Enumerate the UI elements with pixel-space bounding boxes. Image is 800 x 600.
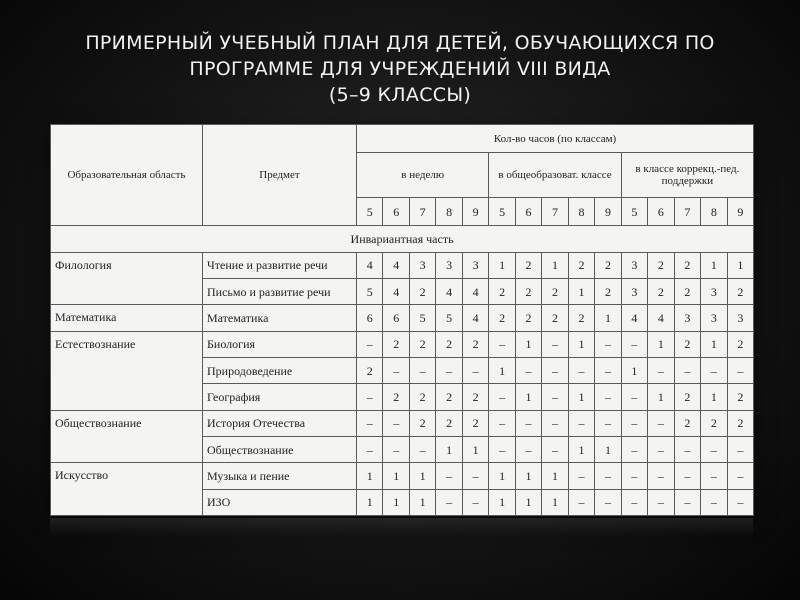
hours-cell: 1: [568, 331, 594, 357]
hours-cell: 2: [515, 278, 541, 304]
hours-cell: 4: [462, 305, 488, 331]
hours-cell: 1: [648, 331, 674, 357]
header-correction-class: в классе коррекц.-пед. поддержки: [621, 153, 753, 198]
hours-cell: –: [595, 331, 621, 357]
hours-cell: –: [409, 357, 435, 383]
hours-cell: 3: [701, 278, 727, 304]
hours-cell: –: [648, 357, 674, 383]
hours-cell: 2: [542, 305, 568, 331]
hours-cell: 2: [462, 331, 488, 357]
hours-cell: –: [542, 436, 568, 462]
hours-cell: –: [595, 463, 621, 489]
hours-cell: 2: [727, 384, 754, 410]
hours-cell: 1: [409, 489, 435, 515]
hours-cell: –: [595, 357, 621, 383]
grade-header-cell: 8: [568, 197, 594, 225]
hours-cell: 2: [409, 278, 435, 304]
hours-cell: –: [674, 436, 700, 462]
hours-cell: 2: [595, 278, 621, 304]
hours-cell: –: [542, 331, 568, 357]
hours-cell: 3: [727, 305, 754, 331]
hours-cell: 3: [462, 252, 488, 278]
hours-cell: 2: [383, 331, 409, 357]
hours-cell: –: [542, 357, 568, 383]
hours-cell: –: [436, 357, 462, 383]
hours-cell: 3: [621, 252, 647, 278]
hours-cell: 5: [357, 278, 383, 304]
hours-cell: 2: [383, 384, 409, 410]
hours-cell: –: [357, 410, 383, 436]
hours-cell: –: [727, 463, 754, 489]
hours-cell: 1: [701, 331, 727, 357]
header-hours: Кол-во часов (по классам): [357, 125, 754, 153]
sheet-reflection: [50, 518, 753, 536]
hours-cell: –: [568, 463, 594, 489]
hours-cell: –: [727, 357, 754, 383]
hours-cell: –: [383, 436, 409, 462]
hours-cell: –: [489, 410, 515, 436]
grade-header-cell: 5: [621, 197, 647, 225]
hours-cell: –: [648, 436, 674, 462]
title-line-1: ПРИМЕРНЫЙ УЧЕБНЫЙ ПЛАН ДЛЯ ДЕТЕЙ, ОБУЧАЮЩИХСЯ ПО: [85, 32, 715, 54]
hours-cell: 2: [648, 252, 674, 278]
hours-cell: 1: [515, 489, 541, 515]
hours-cell: 3: [621, 278, 647, 304]
grade-header-cell: 6: [515, 197, 541, 225]
table-row: [51, 463, 754, 489]
curriculum-sheet: [50, 124, 753, 516]
hours-cell: 3: [701, 305, 727, 331]
table-row: [51, 252, 754, 278]
hours-cell: 2: [436, 331, 462, 357]
hours-cell: 3: [409, 252, 435, 278]
grade-header-cell: 7: [542, 197, 568, 225]
hours-cell: –: [701, 357, 727, 383]
hours-cell: 1: [595, 305, 621, 331]
header-per-week: в неделю: [357, 153, 489, 198]
hours-cell: 1: [383, 463, 409, 489]
hours-cell: 1: [568, 384, 594, 410]
subject-cell: Природоведение: [203, 357, 357, 383]
hours-cell: 1: [542, 489, 568, 515]
hours-cell: 2: [409, 410, 435, 436]
hours-cell: –: [621, 463, 647, 489]
hours-cell: 1: [489, 357, 515, 383]
hours-cell: 1: [515, 331, 541, 357]
curriculum-table: [50, 124, 754, 516]
grade-header-cell: 6: [383, 197, 409, 225]
hours-cell: 2: [595, 252, 621, 278]
hours-cell: –: [436, 489, 462, 515]
section-invariant: Инвариантная часть: [51, 226, 754, 252]
hours-cell: 5: [409, 305, 435, 331]
hours-cell: 2: [674, 384, 700, 410]
hours-cell: 3: [436, 252, 462, 278]
hours-cell: –: [515, 436, 541, 462]
hours-cell: –: [648, 463, 674, 489]
grade-header-cell: 5: [357, 197, 383, 225]
hours-cell: –: [701, 489, 727, 515]
hours-cell: –: [489, 384, 515, 410]
hours-cell: 1: [701, 384, 727, 410]
hours-cell: 2: [462, 410, 488, 436]
hours-cell: –: [701, 463, 727, 489]
grade-header-cell: 8: [701, 197, 727, 225]
hours-cell: 2: [568, 305, 594, 331]
subject-cell: История Отечества: [203, 410, 357, 436]
hours-cell: –: [462, 463, 488, 489]
hours-cell: 1: [515, 463, 541, 489]
hours-cell: –: [436, 463, 462, 489]
hours-cell: –: [568, 489, 594, 515]
hours-cell: –: [462, 357, 488, 383]
hours-cell: –: [489, 331, 515, 357]
hours-cell: 1: [621, 357, 647, 383]
hours-cell: –: [542, 384, 568, 410]
hours-cell: 4: [462, 278, 488, 304]
hours-cell: –: [621, 331, 647, 357]
hours-cell: 1: [436, 436, 462, 462]
hours-cell: 2: [727, 410, 754, 436]
hours-cell: –: [674, 357, 700, 383]
hours-cell: 2: [489, 305, 515, 331]
hours-cell: 3: [674, 305, 700, 331]
hours-cell: –: [383, 357, 409, 383]
hours-cell: –: [568, 357, 594, 383]
hours-cell: 2: [648, 278, 674, 304]
hours-cell: 2: [542, 278, 568, 304]
hours-cell: –: [674, 463, 700, 489]
hours-cell: –: [701, 436, 727, 462]
hours-cell: 4: [436, 278, 462, 304]
hours-cell: 2: [674, 252, 700, 278]
title-line-2: ПРОГРАММЕ ДЛЯ УЧРЕЖДЕНИЙ VIII ВИДА: [189, 58, 611, 80]
subject-cell: Математика: [203, 305, 357, 331]
hours-cell: 4: [648, 305, 674, 331]
hours-cell: 2: [515, 252, 541, 278]
hours-cell: 2: [727, 331, 754, 357]
hours-cell: –: [357, 331, 383, 357]
area-cell: Естествознание: [51, 331, 203, 410]
hours-cell: 2: [727, 278, 754, 304]
slide-title: [0, 30, 800, 108]
subject-cell: География: [203, 384, 357, 410]
hours-cell: –: [621, 410, 647, 436]
hours-cell: 1: [568, 436, 594, 462]
hours-cell: 2: [436, 384, 462, 410]
hours-cell: –: [462, 489, 488, 515]
hours-cell: –: [515, 410, 541, 436]
hours-cell: –: [595, 410, 621, 436]
hours-cell: 1: [357, 489, 383, 515]
table-row: [51, 331, 754, 357]
hours-cell: 2: [357, 357, 383, 383]
hours-cell: 1: [489, 252, 515, 278]
subject-cell: ИЗО: [203, 489, 357, 515]
subject-cell: Чтение и развитие речи: [203, 252, 357, 278]
hours-cell: 2: [436, 410, 462, 436]
hours-cell: 2: [489, 278, 515, 304]
grade-header-cell: 9: [595, 197, 621, 225]
hours-cell: –: [648, 489, 674, 515]
hours-cell: 1: [462, 436, 488, 462]
hours-cell: 1: [648, 384, 674, 410]
hours-cell: –: [674, 489, 700, 515]
subject-cell: Биология: [203, 331, 357, 357]
hours-cell: 1: [489, 463, 515, 489]
area-cell: Математика: [51, 305, 203, 331]
hours-cell: –: [621, 384, 647, 410]
hours-cell: –: [515, 357, 541, 383]
hours-cell: 1: [542, 463, 568, 489]
hours-cell: 4: [383, 252, 409, 278]
hours-cell: –: [568, 410, 594, 436]
hours-cell: –: [383, 410, 409, 436]
hours-cell: –: [621, 489, 647, 515]
hours-cell: 2: [568, 252, 594, 278]
grade-header-cell: 9: [727, 197, 754, 225]
hours-cell: –: [357, 384, 383, 410]
area-cell: Филология: [51, 252, 203, 305]
header-area: Образовательная область: [51, 125, 203, 226]
hours-cell: –: [727, 489, 754, 515]
hours-cell: 1: [409, 463, 435, 489]
hours-cell: 6: [383, 305, 409, 331]
hours-cell: 1: [595, 436, 621, 462]
hours-cell: –: [727, 436, 754, 462]
table-row: [51, 410, 754, 436]
hours-cell: 4: [621, 305, 647, 331]
hours-cell: 4: [357, 252, 383, 278]
grade-header-cell: 7: [674, 197, 700, 225]
hours-cell: 2: [409, 384, 435, 410]
hours-cell: –: [595, 489, 621, 515]
hours-cell: 2: [674, 410, 700, 436]
hours-cell: –: [409, 436, 435, 462]
table-row: [51, 305, 754, 331]
hours-cell: 2: [515, 305, 541, 331]
subject-cell: Обществознание: [203, 436, 357, 462]
hours-cell: 5: [436, 305, 462, 331]
area-cell: Искусство: [51, 463, 203, 516]
hours-cell: 1: [383, 489, 409, 515]
hours-cell: 1: [727, 252, 754, 278]
hours-cell: –: [542, 410, 568, 436]
hours-cell: –: [595, 384, 621, 410]
hours-cell: 4: [383, 278, 409, 304]
hours-cell: 1: [489, 489, 515, 515]
grade-header-cell: 5: [489, 197, 515, 225]
hours-cell: 2: [462, 384, 488, 410]
hours-cell: 1: [357, 463, 383, 489]
hours-cell: 6: [357, 305, 383, 331]
header-general-class: в общеобразоват. классе: [489, 153, 621, 198]
subject-cell: Музыка и пение: [203, 463, 357, 489]
hours-cell: –: [489, 436, 515, 462]
hours-cell: –: [648, 410, 674, 436]
area-cell: Обществознание: [51, 410, 203, 463]
header-subject: Предмет: [203, 125, 357, 226]
grade-header-cell: 8: [436, 197, 462, 225]
grade-header-cell: 7: [409, 197, 435, 225]
hours-cell: 1: [542, 252, 568, 278]
hours-cell: 1: [568, 278, 594, 304]
subject-cell: Письмо и развитие речи: [203, 278, 357, 304]
hours-cell: –: [357, 436, 383, 462]
hours-cell: 2: [409, 331, 435, 357]
hours-cell: 2: [674, 331, 700, 357]
grade-header-cell: 6: [648, 197, 674, 225]
hours-cell: 2: [674, 278, 700, 304]
hours-cell: 1: [515, 384, 541, 410]
hours-cell: 1: [701, 252, 727, 278]
grade-header-cell: 9: [462, 197, 488, 225]
title-line-3: (5–9 КЛАССЫ): [328, 84, 472, 106]
hours-cell: 2: [701, 410, 727, 436]
hours-cell: –: [621, 436, 647, 462]
